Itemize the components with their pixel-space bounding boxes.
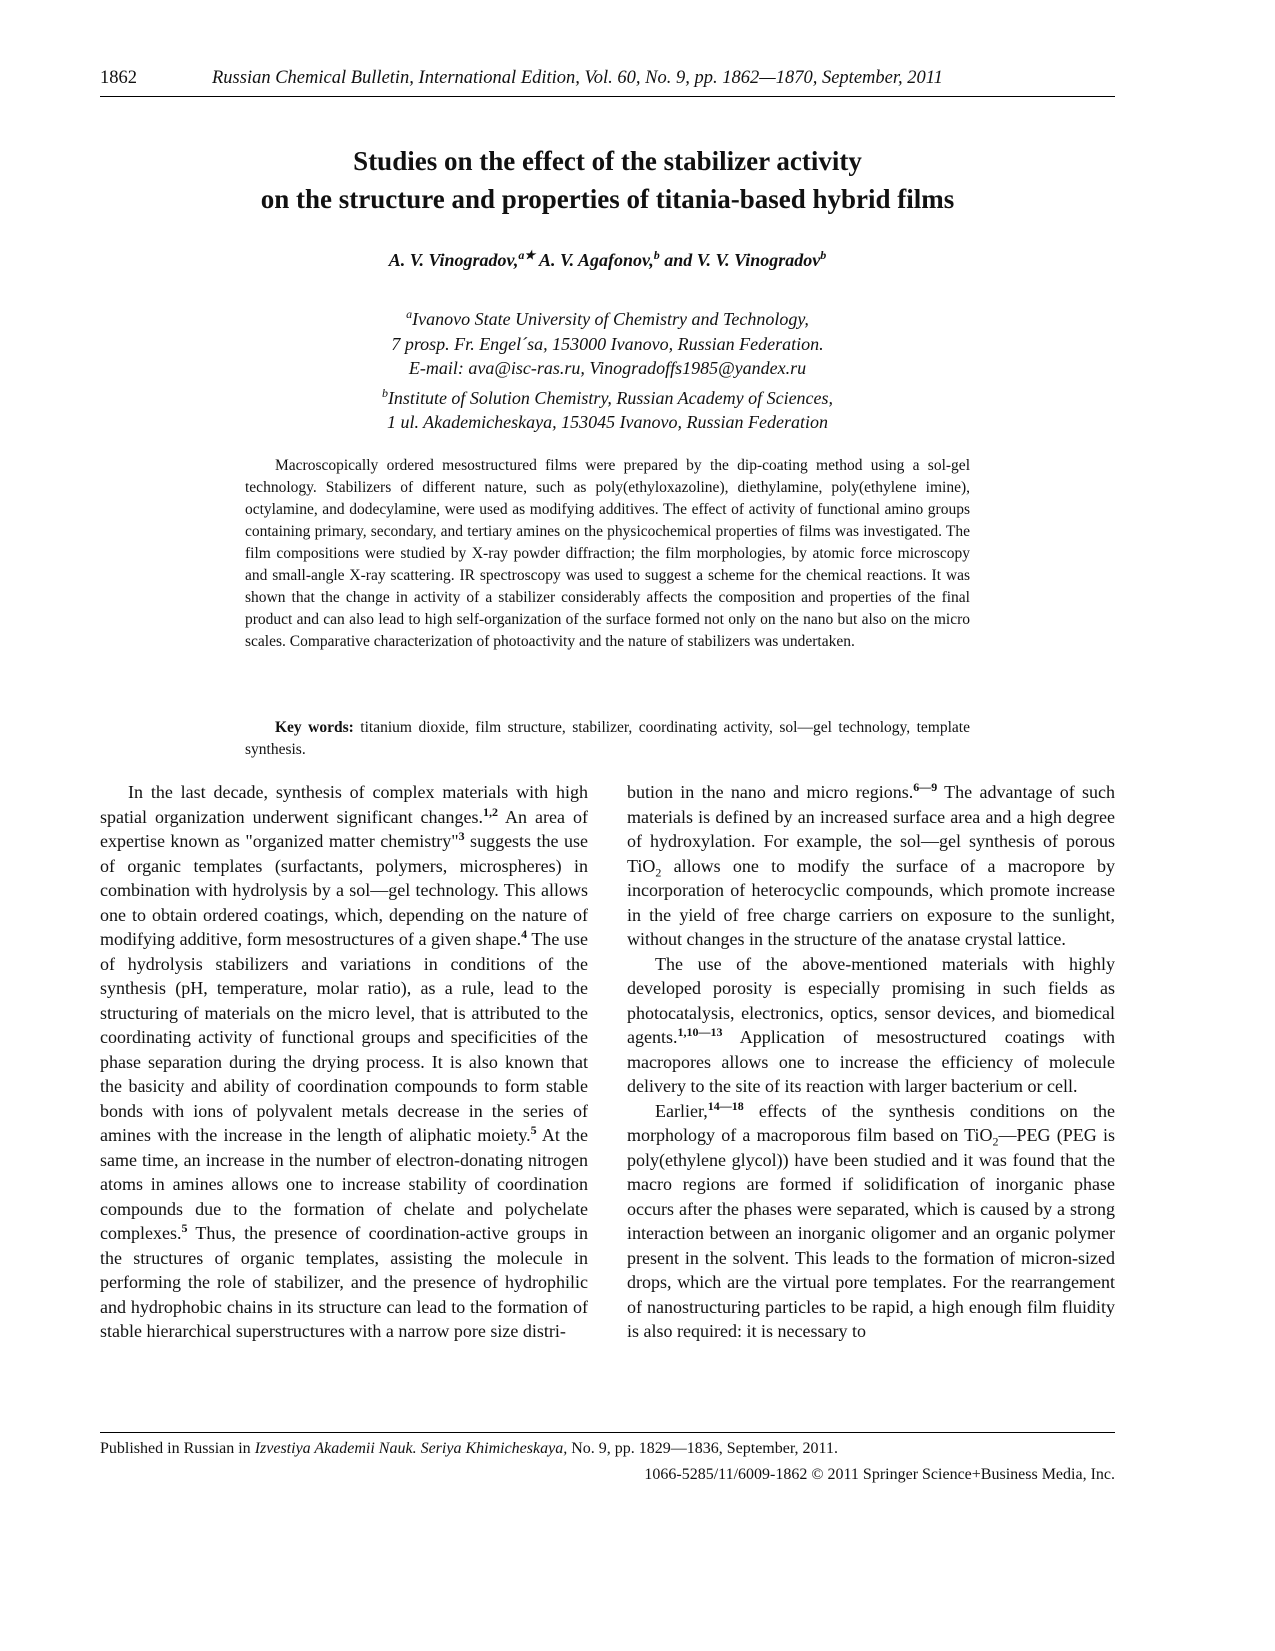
affiliation-b-marker: b [381,385,388,400]
citation-ref: 1,10—13 [677,1025,723,1039]
author-1-affil: a★ [518,248,536,262]
body-text: Thus, the presence of coordination-active groups in the structures of organic templates, assisting the molecule in performing the role of stabilizer, and the presence of hydrophilic and hydrophobic chains in its structure can lead to the formation of stable hierarchical superstructures with a narrow pore size distri- [100,1223,588,1341]
body-text: suggests the use of organic templates (surfactants, polymers, microspheres) in combination with hydrolysis by a sol—gel technology. This allows one to obtain ordered coatings, which, depending on the nature of modifying additive, form mesostructures of a given shape. [100,831,588,949]
affiliation-email: E-mail: ava@isc-ras.ru, Vinogradoffs1985@yandex.ru [408,358,807,378]
author-3: and V. V. Vinogradov [664,250,821,270]
body-text: effects of the synthesis conditions on the morphology of a macroporous film based on TiO [627,1100,1115,1145]
affiliations [100,302,1115,435]
title-line-1: Studies on the effect of the stabilizer activity [353,146,862,176]
affiliation-b-line-2: 1 ul. Akademicheskaya, 153045 Ivanovo, Russian Federation [386,412,829,432]
body-paragraph [627,780,1115,952]
affiliation-a-line-2: 7 prosp. Fr. Engel´sa, 153000 Ivanovo, Russian Federation. [391,333,824,354]
body-column-left [100,780,588,1344]
body-text: At the same time, an increase in the number of electron-donating nitrogen atoms in amines allows one to increase stability of coordination compounds due to the formation of chelate and polychelate complexes. [100,1125,588,1243]
keywords [245,717,970,761]
subscript: 2 [992,1134,999,1149]
citation-ref: 14—18 [707,1098,744,1113]
body-paragraph [627,1099,1115,1344]
body-text: bution in the nano and micro regions. [627,782,914,802]
body-paragraph [100,780,588,1344]
abstract: Macroscopically ordered mesostructured films were prepared by the dip-coating method using a sol-gel technology. Stabilizers of different nature, such as poly(ethyloxazoline), diethylamine, poly(ethylene imine), octylamine, and dodecylamine, were used as modifying additives. The effect of activity of functional amino groups containing primary, secondary, and tertiary amines on the physicochemical properties of films was investigated. The film compositions were studied by X-ray powder diffraction; the film morphologies, by atomic force microscopy and small-angle X-ray scattering. IR spectroscopy was used to suggest a scheme for the chemical reactions. It was shown that the change in activity of a stabilizer considerably affects the composition and properties of the final product and can also lead to high self-organization of the surface formed not only on the nano but also on the micro scales. Comparative characterization of photoactivity and the nature of stabilizers was undertaken. [245,457,970,650]
author-1: A. V. Vinogradov, [388,250,519,270]
citation-ref: 1,2 [483,804,499,819]
citation-ref: 4 [521,927,528,941]
affiliation-a-marker: a [406,307,413,321]
affiliation-b-line-1 [100,381,1115,411]
author-3-affil: b [820,248,827,262]
author-list [100,248,1115,271]
body-text: —PEG (PEG is poly(ethylene glycol)) have been studied and it was found that the macro regions are formed if solidification of inorganic phase occurs after the phases were separated, which is caused by a strong interaction between an inorganic oligomer and an organic polymer present in the solvent. This leads to the formation of micron-sized drops, which are the virtual pore templates. For the rearrangement of nanostructuring particles to be rapid, a high enough film fluidity is also required: it is necessary to [627,1125,1115,1341]
publication-prefix: Published in Russian in [100,1440,251,1457]
running-head [100,68,1115,97]
body-text: The use of hydrolysis stabilizers and variations in conditions of the synthesis (pH, temperature, molar ratio), as a rule, lead to the structuring of materials on the micro level, that is attributed to the coordinating activity of functional groups and specificities of the phase separation during the drying process. It is also known that the basicity and ability of coordination compounds to form stable bonds with ions of polyvalent metals decrease in the series of amines with the increase in the length of aliphatic moiety. [100,929,589,1145]
affiliation-a-name: Ivanovo State University of Chemistry and Technology, [412,309,809,329]
body-text: The advantage of such materials is defined by an increased surface area and a high degree of hydroxylation. For example, the sol—gel synthesis of porous TiO [627,782,1115,876]
affiliation-b-name: Institute of Solution Chemistry, Russian Academy of Sciences, [387,387,834,408]
citation-ref: 5 [181,1221,188,1235]
publication-note [100,1440,1115,1458]
body-text: In the last decade, synthesis of complex materials with high spatial organization underwent significant changes. [100,782,588,827]
body-paragraph [627,952,1115,1099]
affiliation-a-line-1 [100,302,1115,332]
citation-ref: 6—9 [913,780,938,794]
paper-title [100,142,1115,218]
citation-ref: 5 [530,1123,537,1137]
body-column-right [627,780,1115,1344]
body-text: Application of mesostructured coatings with macropores allows one to increase the efficiency of molecule delivery to the site of its reaction with larger bacterium or cell. [627,1027,1115,1096]
subscript: 2 [655,865,662,880]
body-text: The use of the above-mentioned materials with highly developed porosity is especially promising in such fields as photocatalysis, electronics, optics, sensor devices, and biomedical agents. [627,953,1115,1047]
author-2-affil: b [653,248,660,262]
title-line-2: on the structure and properties of titania-based hybrid films [260,184,955,214]
keywords-label: Key words: [275,719,354,736]
journal-citation: Russian Chemical Bulletin, International Edition, Vol. 60, No. 9, pp. 1862—1870, September, 2011 [212,68,943,88]
copyright-line: 1066-5285/11/6009-1862 © 2011 Springer Science+Business Media, Inc. [644,1466,1115,1483]
body-text: Earlier, [655,1100,708,1121]
body-text: allows one to modify the surface of a macropore by incorporation of heterocyclic compounds, which promote increase in the yield of free charge carriers on exposure to the sunlight, without changes in the structure of the anatase crystal lattice. [627,855,1115,949]
author-2: A. V. Agafonov, [538,250,654,270]
publication-details: No. 9, pp. 1829—1836, September, 2011. [571,1440,838,1457]
footer-divider [100,1432,1115,1433]
body-text: An area of expertise known as "organized matter chemistry" [100,806,588,851]
page-number: 1862 [100,68,137,88]
keywords-text: titanium dioxide, film structure, stabilizer, coordinating activity, sol—gel technology, template synthesis. [245,719,970,758]
citation-ref: 3 [458,829,465,843]
publication-journal: Izvestiya Akademii Nauk. Seriya Khimicheskaya, [254,1440,568,1457]
